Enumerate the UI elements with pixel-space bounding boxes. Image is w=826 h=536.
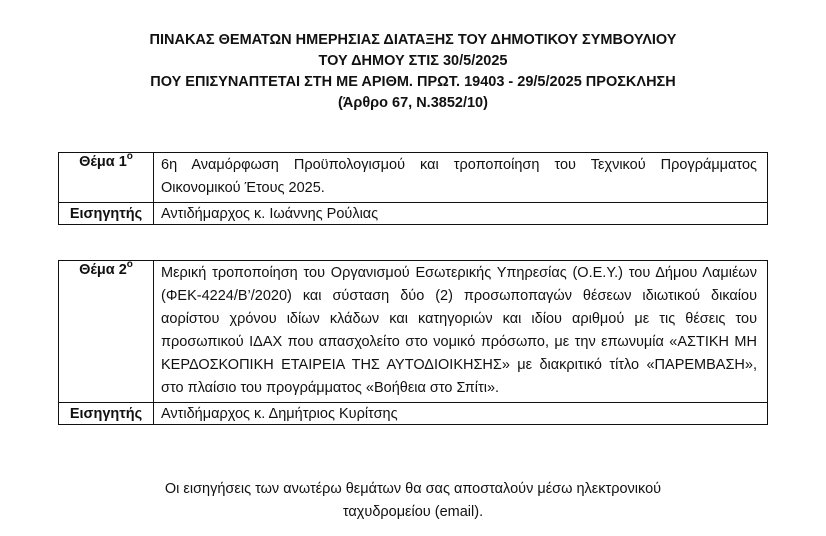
- item-2-label-sup: ο: [126, 259, 133, 270]
- item-1-label-sup: ο: [126, 151, 133, 162]
- item-1-label-text: Θέμα 1: [79, 154, 127, 170]
- header-law-reference: (Άρθρο 67, Ν.3852/10): [338, 95, 488, 111]
- item-2-rapporteur-name: Αντιδήμαρχος κ. Δημήτριος Κυρίτσης: [154, 403, 768, 425]
- document-header: [0, 30, 826, 114]
- footer-line-2: ταχυδρομείου (email).: [342, 504, 484, 520]
- item-2-label-text: Θέμα 2: [79, 262, 127, 278]
- header-title-line: ΠΙΝΑΚΑΣ ΘΕΜΑΤΩΝ ΗΜΕΡΗΣΙΑΣ ΔΙΑΤΑΞΗΣ ΤΟΥ ΔΗΜΟΤΙΚΟΥ ΣΥΜΒΟΥΛΙΟΥ: [149, 32, 677, 48]
- agenda-item-2-table: [58, 260, 768, 425]
- header-date-line: ΤΟΥ ΔΗΜΟΥ ΣΤΙΣ 30/5/2025: [318, 53, 508, 69]
- item-1-description: 6η Αναμόρφωση Προϋπολογισμού και τροποποίηση του Τεχνικού Προγράμματος Οικονομικού Έτους 2025.: [154, 153, 768, 203]
- item-1-rapporteur-name: Αντιδήμαρχος κ. Ιωάννης Ρούλιας: [154, 203, 768, 225]
- item-2-rapporteur-label: Εισηγητής: [59, 403, 154, 425]
- footer-line-1: Οι εισηγήσεις των ανωτέρω θεμάτων θα σας αποσταλούν μέσω ηλεκτρονικού: [164, 481, 662, 497]
- agenda-item-1-table: [58, 152, 768, 225]
- item-1-label: [59, 153, 154, 203]
- item-2-label: [59, 261, 154, 403]
- item-2-description: Μερική τροποποίηση του Οργανισμού Εσωτερικής Υπηρεσίας (Ο.Ε.Υ.) του Δήμου Λαμιέων (ΦΕΚ-4224/Β’/2020) και σύσταση δύο (2) προσωποπαγών θέσεων ιδιωτικού δικαίου αορίστου χρόνου ιδίων κλάδων και κατηγοριών και ιδίου αριθμού με τις θέσεις του προσωπικού ΙΔΑΧ που απασχολείτο στο νομικό πρόσωπο, με την επωνυμία «ΑΣΤΙΚΗ ΜΗ ΚΕΡΔΟΣΚΟΠΙΚΗ ΕΤΑΙΡΕΙΑ ΤΗΣ ΑΥΤΟΔΙΟΙΚΗΣΗΣ» με διακριτικό τίτλο «ΠΑΡΕΜΒΑΣΗ», στο πλαίσιο του προγράμματος «Βοήθεια στο Σπίτι».: [154, 261, 768, 403]
- header-invitation-line: ΠΟΥ ΕΠΙΣΥΝΑΠΤΕΤΑΙ ΣΤΗ ΜΕ ΑΡΙΘΜ. ΠΡΩΤ. 19403 - 29/5/2025 ΠΡΟΣΚΛΗΣΗ: [150, 74, 676, 90]
- item-1-rapporteur-label: Εισηγητής: [59, 203, 154, 225]
- document-footer: [0, 478, 826, 524]
